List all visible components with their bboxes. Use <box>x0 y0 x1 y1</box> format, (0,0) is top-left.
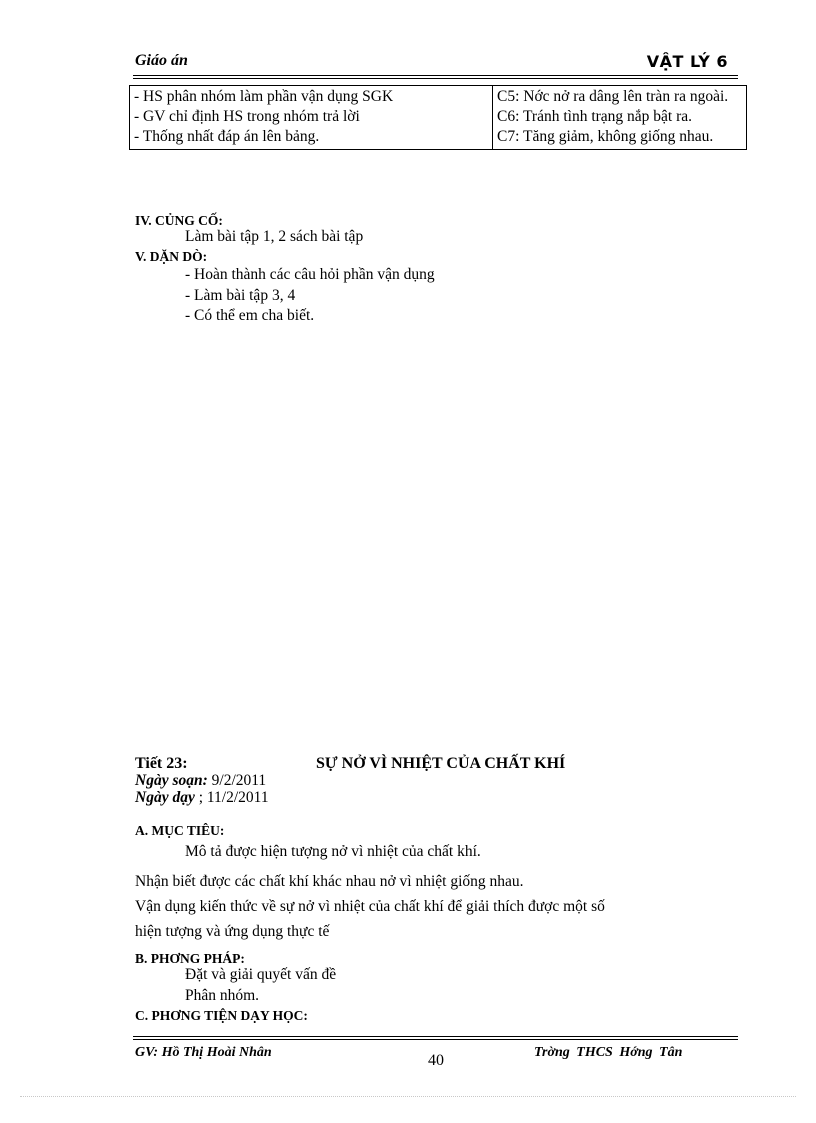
section-title: V. DẶN DÒ: <box>135 249 208 264</box>
paragraph-line: Vận dụng kiến thức về sự nở vì nhiệt của chất khí để giải thích được một số <box>135 898 605 915</box>
paragraph-line: Đặt và giải quyết vấn đề <box>185 966 337 983</box>
table-line: C6: Tránh tình trạng nắp bật ra. <box>497 108 693 125</box>
paragraph-line: Mô tả được hiện tượng nở vì nhiệt của chất khí. <box>185 843 481 860</box>
paragraph-line: Phân nhóm. <box>185 987 260 1004</box>
header-rule-bottom <box>133 78 738 79</box>
section-title: C. PHƠNG TIỆN DẠY HỌC: <box>135 1008 308 1023</box>
section-title: A. MỤC TIÊU: <box>135 823 225 838</box>
activity-table <box>129 85 747 150</box>
section-title: IV. CỦNG CỐ: <box>135 213 223 228</box>
paragraph-line: Nhận biết được các chất khí khác nhau nở vì nhiệt giống nhau. <box>135 873 524 890</box>
list-item: - Làm bài tập 3, 4 <box>185 287 296 304</box>
table-cell-activities <box>130 86 493 150</box>
lesson-title: SỰ NỞ VÌ NHIỆT CỦA CHẤT KHÍ <box>316 755 566 772</box>
page-number: 40 <box>428 1052 444 1069</box>
page-edge-divider <box>20 1096 796 1097</box>
lesson-label: Tiết 23: <box>135 755 188 772</box>
footer-rule-top <box>133 1036 738 1037</box>
table-row <box>130 86 747 150</box>
prep-date-value: 9/2/2011 <box>207 772 267 789</box>
table-line: - GV chỉ định HS trong nhóm trả lời <box>134 108 360 125</box>
paragraph-line: hiện tượng và ứng dụng thực tế <box>135 923 330 940</box>
table-cell-answers <box>493 86 747 150</box>
list-item: - Hoàn thành các câu hỏi phần vận dụng <box>185 266 435 283</box>
header-course-title: VẬT LÝ 6 <box>646 52 728 71</box>
footer-rule-bottom <box>133 1039 738 1040</box>
header-rule-top <box>133 75 738 76</box>
teach-date-label: Ngày dạy <box>135 789 195 806</box>
section-title: B. PHƠNG PHÁP: <box>135 951 245 966</box>
list-item: - Có thể em cha biết. <box>185 307 315 324</box>
prep-date-line <box>135 772 266 790</box>
table-line: C7: Tăng giảm, không giống nhau. <box>497 128 714 145</box>
table-line: C5: Nớc nở ra dâng lên tràn ra ngoài. <box>497 88 729 105</box>
footer-teacher-name: GV: Hồ Thị Hoài Nhân <box>135 1045 272 1060</box>
section-text: Làm bài tập 1, 2 sách bài tập <box>185 228 364 245</box>
prep-date-label: Ngày soạn: <box>135 772 208 789</box>
header-subject-label: Giáo án <box>135 52 188 69</box>
table-line: - Thống nhất đáp án lên bảng. <box>134 128 320 145</box>
teach-date-line <box>135 789 269 807</box>
teach-date-value: ; 11/2/2011 <box>194 789 269 806</box>
footer-school-name: Trờng THCS Hớng Tân <box>534 1045 683 1060</box>
table-line: - HS phân nhóm làm phần vận dụng SGK <box>134 88 394 105</box>
